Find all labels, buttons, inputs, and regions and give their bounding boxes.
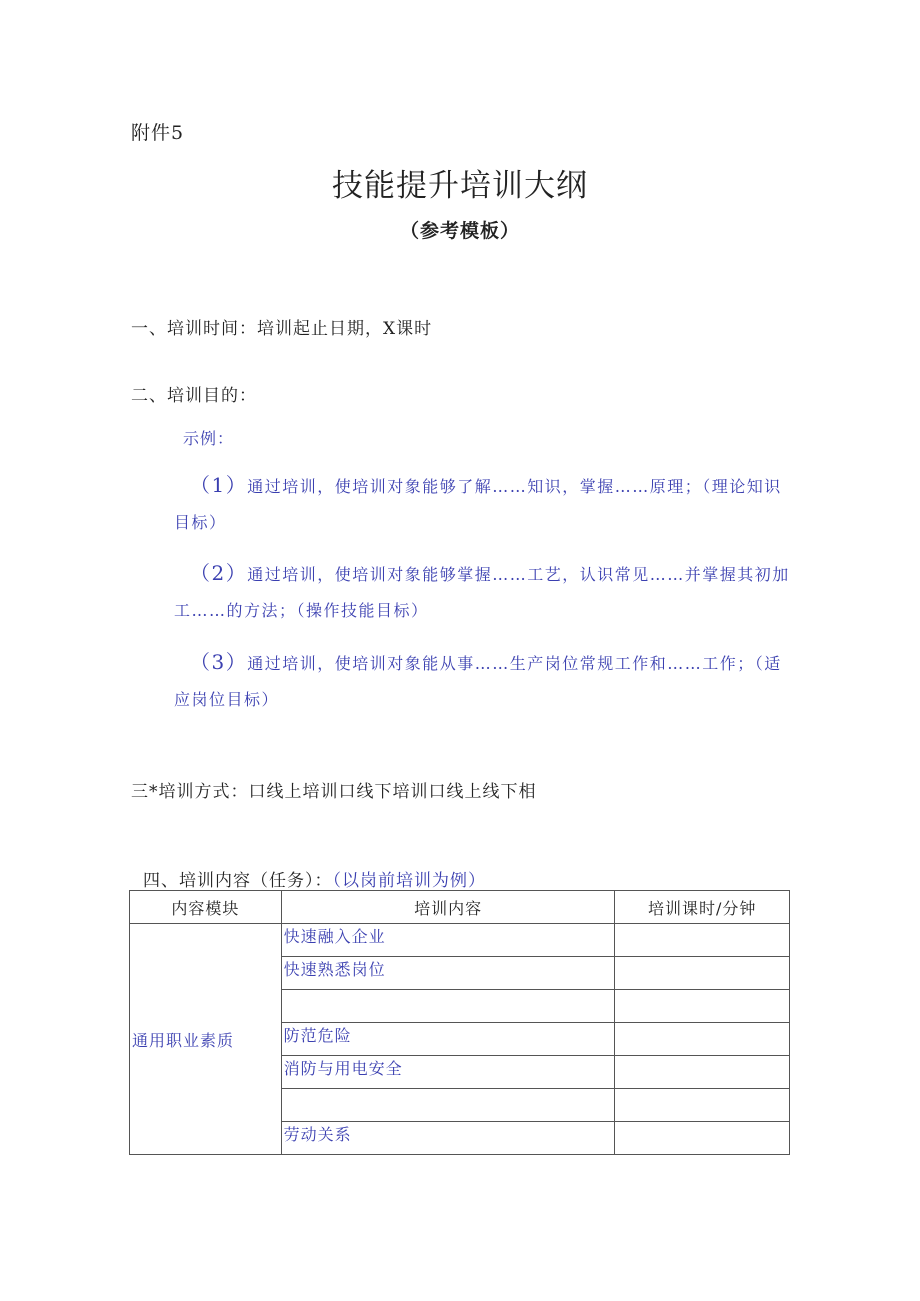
header-module: 内容模块 — [130, 891, 282, 924]
header-content: 培训内容 — [281, 891, 615, 924]
section-training-content — [143, 866, 486, 891]
example-item-text: 通过培训，使培训对象能从事……生产岗位常规工作和……工作；（适应岗位目标） — [174, 654, 782, 709]
header-hours: 培训课时/分钟 — [615, 891, 790, 924]
section-content-heading: 四、培训内容（任务）： — [143, 871, 333, 891]
section-training-method: 三*培训方式：口线上培训口线下培训口线上线下相 — [131, 782, 537, 802]
table-header-row — [130, 891, 790, 924]
content-cell: 防范危险 — [281, 1023, 615, 1056]
example-item-text: 通过培训，使培训对象能够掌握……工艺，认识常见……并掌握其初加工……的方法；（操作技能目标） — [174, 565, 790, 620]
hours-cell — [615, 1056, 790, 1089]
example-item-1 — [174, 467, 794, 541]
hours-cell — [615, 1023, 790, 1056]
attachment-label: 附件5 — [131, 122, 185, 144]
content-cell: 消防与用电安全 — [281, 1056, 615, 1089]
example-item-number: （2） — [190, 561, 248, 585]
content-cell: 快速熟悉岗位 — [281, 957, 615, 990]
example-item-text: 通过培训，使培训对象能够了解……知识，掌握……原理；（理论知识目标） — [174, 477, 782, 532]
content-cell — [281, 1089, 615, 1122]
training-content-table — [129, 890, 790, 1155]
content-cell — [281, 990, 615, 1023]
page-title: 技能提升培训大纲 — [332, 168, 588, 204]
page-subtitle: （参考模板） — [399, 220, 520, 242]
content-cell: 劳动关系 — [281, 1122, 615, 1155]
hours-cell — [615, 990, 790, 1023]
section-content-note: （以岗前培训为例） — [332, 871, 486, 891]
section-training-purpose: 二、培训目的： — [131, 386, 257, 406]
example-item-number: （3） — [190, 650, 248, 674]
example-item-2 — [174, 555, 794, 629]
module-cell: 通用职业素质 — [130, 924, 282, 1155]
hours-cell — [615, 1122, 790, 1155]
hours-cell — [615, 1089, 790, 1122]
hours-cell — [615, 924, 790, 957]
hours-cell — [615, 957, 790, 990]
content-cell: 快速融入企业 — [281, 924, 615, 957]
example-label: 示例： — [183, 429, 235, 448]
section-training-time: 一、培训时间：培训起止日期，X课时 — [131, 319, 433, 339]
table-row — [130, 924, 790, 957]
example-item-3 — [174, 644, 794, 718]
example-item-number: （1） — [190, 473, 248, 497]
